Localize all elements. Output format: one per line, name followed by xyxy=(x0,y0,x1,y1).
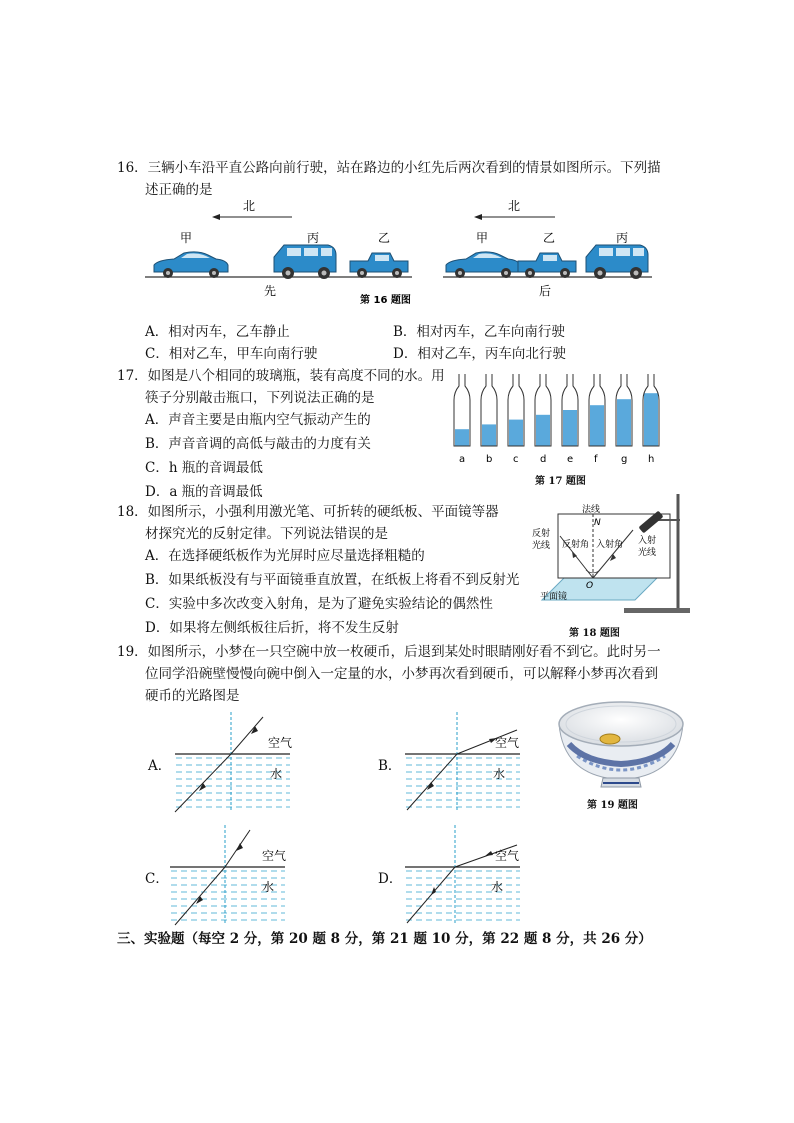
bottle-label-g: g xyxy=(621,454,628,465)
north-label-right: 北 xyxy=(508,199,521,213)
water-level xyxy=(563,410,577,446)
bottle-g[interactable] xyxy=(616,374,632,465)
air-label-c: 空气 xyxy=(262,849,287,863)
label-reflect-ray-1: 反射 xyxy=(532,529,551,539)
q19-fig-caption: 第 19 题图 xyxy=(587,800,638,811)
caption-before: 先 xyxy=(264,284,277,298)
q19-option-c-label[interactable]: C． xyxy=(145,871,169,887)
label-reflect-ray-2: 光线 xyxy=(532,541,551,551)
q16-line1: 16．三辆小车沿平直公路向前行驶，站在路边的小红先后两次看到的情景如图所示。下列描 xyxy=(117,160,661,176)
q18-option-a[interactable]: A．在选择硬纸板作为光屏时应尽量选择粗糙的 xyxy=(145,548,425,564)
q19-option-d-label[interactable]: D． xyxy=(378,871,403,887)
water-label-a: 水 xyxy=(270,767,283,781)
label-right-bing: 丙 xyxy=(616,231,629,245)
water-level xyxy=(617,399,631,446)
q16-option-d[interactable]: D．相对乙车，丙车向北行驶 xyxy=(393,346,566,362)
water-level xyxy=(536,415,550,446)
q18-option-d[interactable]: D．如果将左侧纸板往后折，将不发生反射 xyxy=(145,620,399,636)
bowl-with-coin-image xyxy=(555,692,687,792)
water-level xyxy=(590,405,604,446)
q19-line3: 硬币的光路图是 xyxy=(145,688,240,704)
section-3-heading: 三、实验题（每空 2 分，第 20 题 8 分，第 21 题 10 分，第 22 题 8 分，共 26 分） xyxy=(117,931,652,947)
water-label-c: 水 xyxy=(262,880,275,894)
label-right-jia: 甲 xyxy=(476,231,489,245)
q16-option-c[interactable]: C．相对乙车，甲车向南行驶 xyxy=(145,346,318,362)
label-incident-ray-1: 入射 xyxy=(638,536,657,546)
q16-option-a[interactable]: A．相对丙车，乙车静止 xyxy=(145,324,290,340)
q17-option-a[interactable]: A．声音主要是由瓶内空气振动产生的 xyxy=(145,412,371,428)
north-label-left: 北 xyxy=(243,199,256,213)
q19-option-b-label[interactable]: B． xyxy=(378,758,402,774)
bottle-e[interactable] xyxy=(562,374,578,465)
bottle-b[interactable] xyxy=(481,374,497,465)
label-incident-ray-2: 光线 xyxy=(638,548,657,558)
q16-figure xyxy=(140,195,660,310)
car-jia-left xyxy=(154,252,228,278)
car-bing-right xyxy=(586,245,648,279)
label-incident-angle: 入射角 xyxy=(596,540,624,550)
q19-diagram-a[interactable] xyxy=(175,712,300,814)
bottle-f[interactable] xyxy=(589,374,605,465)
bottle-label-d: d xyxy=(540,454,547,465)
air-label-a: 空气 xyxy=(268,736,293,750)
air-label-d: 空气 xyxy=(495,849,520,863)
coin xyxy=(600,734,620,744)
q19-option-a-label[interactable]: A． xyxy=(148,758,172,774)
water-level xyxy=(509,420,523,446)
q17-option-d[interactable]: D．a 瓶的音调最低 xyxy=(145,484,263,500)
water-label-b: 水 xyxy=(493,767,506,781)
q17-line2: 筷子分别敲击瓶口，下列说法正确的是 xyxy=(145,390,375,406)
q19-diagram-c[interactable] xyxy=(170,825,295,927)
q17-bottles-figure xyxy=(450,372,680,484)
label-right-yi: 乙 xyxy=(543,231,556,245)
q19-line1: 19．如图所示，小梦在一只空碗中放一枚硬币，后退到某处时眼睛刚好看不到它。此时另一 xyxy=(117,644,661,660)
car-yi-right xyxy=(518,253,576,278)
q18-option-b[interactable]: B．如果纸板没有与平面镜垂直放置，在纸板上将看不到反射光 xyxy=(145,572,520,588)
label-mirror: 平面镜 xyxy=(540,592,568,602)
bottle-label-e: e xyxy=(567,454,574,465)
q18-line2: 材探究光的反射定律。下列说法错误的是 xyxy=(145,526,388,542)
bottle-h[interactable] xyxy=(643,374,659,465)
bottle-label-h: h xyxy=(648,454,655,465)
bottle-label-c: c xyxy=(513,454,519,465)
q17-option-b[interactable]: B．声音音调的高低与敲击的力度有关 xyxy=(145,436,371,452)
q19-diagram-d[interactable] xyxy=(405,825,530,927)
label-left-bing: 丙 xyxy=(307,231,320,245)
car-bing-left xyxy=(274,245,336,279)
q17-line1: 17．如图是八个相同的玻璃瓶，装有高度不同的水。用 xyxy=(117,368,445,384)
car-jia-right xyxy=(446,252,520,278)
q16-line2: 述正确的是 xyxy=(145,182,213,198)
label-n: N xyxy=(594,518,601,528)
q16-fig-caption: 第 16 题图 xyxy=(360,295,411,306)
q18-fig-caption: 第 18 题图 xyxy=(569,628,620,639)
q19-line2: 位同学沿碗壁慢慢向碗中倒入一定量的水，小梦再次看到硬币，可以解释小梦再次看到 xyxy=(145,666,658,682)
bottle-a[interactable] xyxy=(454,374,470,465)
label-left-jia: 甲 xyxy=(180,231,193,245)
label-reflect-angle: 反射角 xyxy=(562,540,590,550)
bottle-label-b: b xyxy=(486,454,493,465)
bottle-label-a: a xyxy=(459,454,466,465)
label-left-yi: 乙 xyxy=(378,231,391,245)
water-label-d: 水 xyxy=(491,880,504,894)
label-o: O xyxy=(586,581,594,591)
bottle-label-f: f xyxy=(594,454,598,465)
q18-line1: 18．如图所示，小强利用激光笔、可折转的硬纸板、平面镜等器 xyxy=(117,504,499,520)
car-yi-left xyxy=(350,253,408,278)
q17-option-c[interactable]: C．h 瓶的音调最低 xyxy=(145,460,263,476)
water-level xyxy=(644,393,658,446)
q19-diagram-b[interactable] xyxy=(405,712,530,814)
bottle-d[interactable] xyxy=(535,374,551,465)
water-level xyxy=(482,424,496,446)
q17-fig-caption: 第 17 题图 xyxy=(535,476,586,487)
air-label-b: 空气 xyxy=(495,736,520,750)
q18-option-c[interactable]: C．实验中多次改变入射角，是为了避免实验结论的偶然性 xyxy=(145,596,493,612)
q16-option-b[interactable]: B．相对丙车，乙车向南行驶 xyxy=(393,324,565,340)
water-level xyxy=(455,429,469,446)
label-normal: 法线 xyxy=(582,505,601,515)
q18-reflection-figure xyxy=(520,490,695,620)
caption-after: 后 xyxy=(539,284,552,298)
bottle-c[interactable] xyxy=(508,374,524,465)
